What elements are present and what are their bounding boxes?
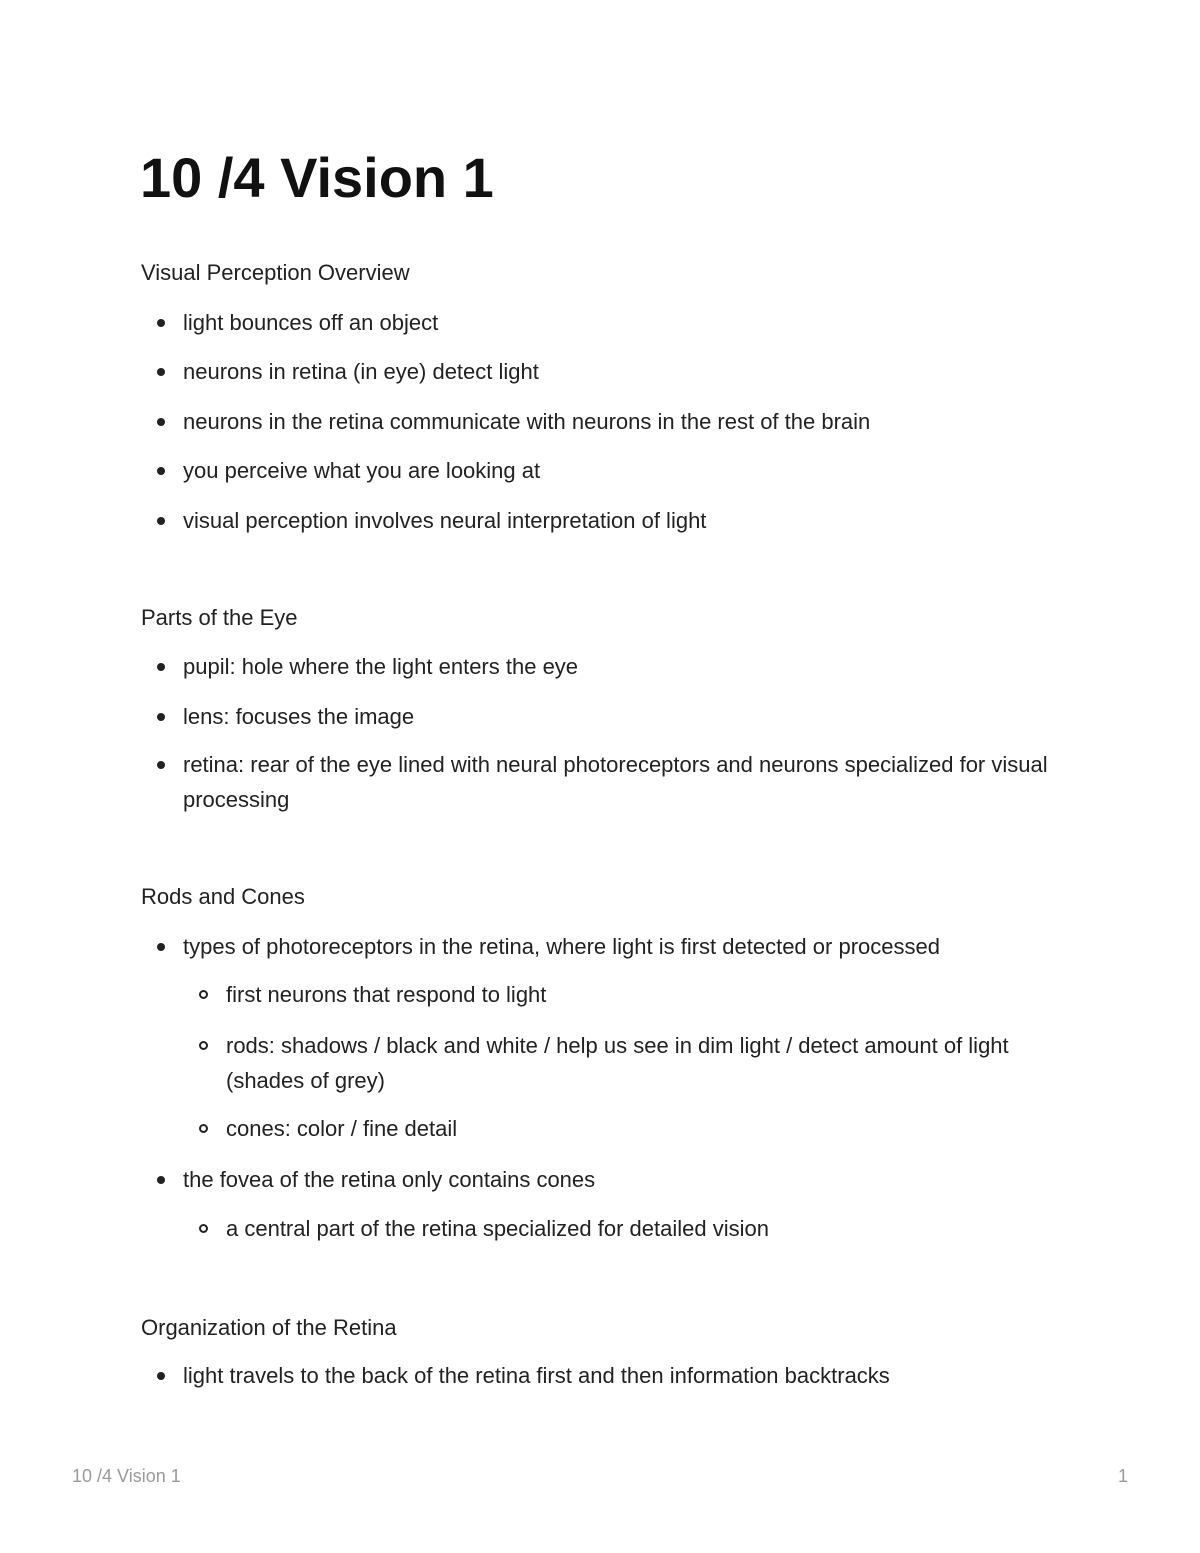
list-item: light travels to the back of the retina first and then information backtracks bbox=[183, 1358, 1063, 1393]
list-item: neurons in the retina communicate with neurons in the rest of the brain bbox=[183, 404, 1063, 439]
hollow-bullet-icon bbox=[199, 1224, 208, 1233]
bullet-icon bbox=[157, 467, 165, 475]
hollow-bullet-icon bbox=[199, 1041, 208, 1050]
bullet-icon bbox=[157, 368, 165, 376]
section-heading-visual-perception: Visual Perception Overview bbox=[141, 260, 410, 285]
list-item: retina: rear of the eye lined with neural photoreceptors and neurons specialized for visual processing bbox=[183, 747, 1063, 817]
bullet-icon bbox=[157, 943, 165, 951]
list-item: the fovea of the retina only contains cones bbox=[183, 1162, 1063, 1197]
section-heading-organization-of-retina: Organization of the Retina bbox=[141, 1315, 397, 1340]
bullet-icon bbox=[157, 663, 165, 671]
page-number: 1 bbox=[1117, 1466, 1128, 1486]
footer-title: 10 /4 Vision 1 bbox=[72, 1466, 181, 1486]
sub-list-item: first neurons that respond to light bbox=[226, 977, 1066, 1012]
bullet-icon bbox=[157, 418, 165, 426]
page-title: 10 /4 Vision 1 bbox=[140, 146, 494, 209]
list-item: visual perception involves neural interpretation of light bbox=[183, 503, 1063, 538]
list-item: lens: focuses the image bbox=[183, 699, 1063, 734]
bullet-icon bbox=[157, 1176, 165, 1184]
bullet-icon bbox=[157, 761, 165, 769]
bullet-icon bbox=[157, 517, 165, 525]
list-item: types of photoreceptors in the retina, where light is first detected or processed bbox=[183, 929, 1063, 964]
bullet-icon bbox=[157, 319, 165, 327]
bullet-icon bbox=[157, 1372, 165, 1380]
list-item: you perceive what you are looking at bbox=[183, 453, 1063, 488]
list-item: pupil: hole where the light enters the eye bbox=[183, 649, 1063, 684]
section-heading-rods-and-cones: Rods and Cones bbox=[141, 884, 305, 909]
bullet-icon bbox=[157, 713, 165, 721]
hollow-bullet-icon bbox=[199, 990, 208, 999]
section-heading-parts-of-eye: Parts of the Eye bbox=[141, 605, 298, 630]
list-item: light bounces off an object bbox=[183, 305, 1063, 340]
list-item: neurons in retina (in eye) detect light bbox=[183, 354, 1063, 389]
sub-list-item: cones: color / fine detail bbox=[226, 1111, 1066, 1146]
sub-list-item: a central part of the retina specialized for detailed vision bbox=[226, 1211, 1066, 1246]
sub-list-item: rods: shadows / black and white / help us see in dim light / detect amount of light (shades of grey) bbox=[226, 1028, 1066, 1098]
hollow-bullet-icon bbox=[199, 1124, 208, 1133]
